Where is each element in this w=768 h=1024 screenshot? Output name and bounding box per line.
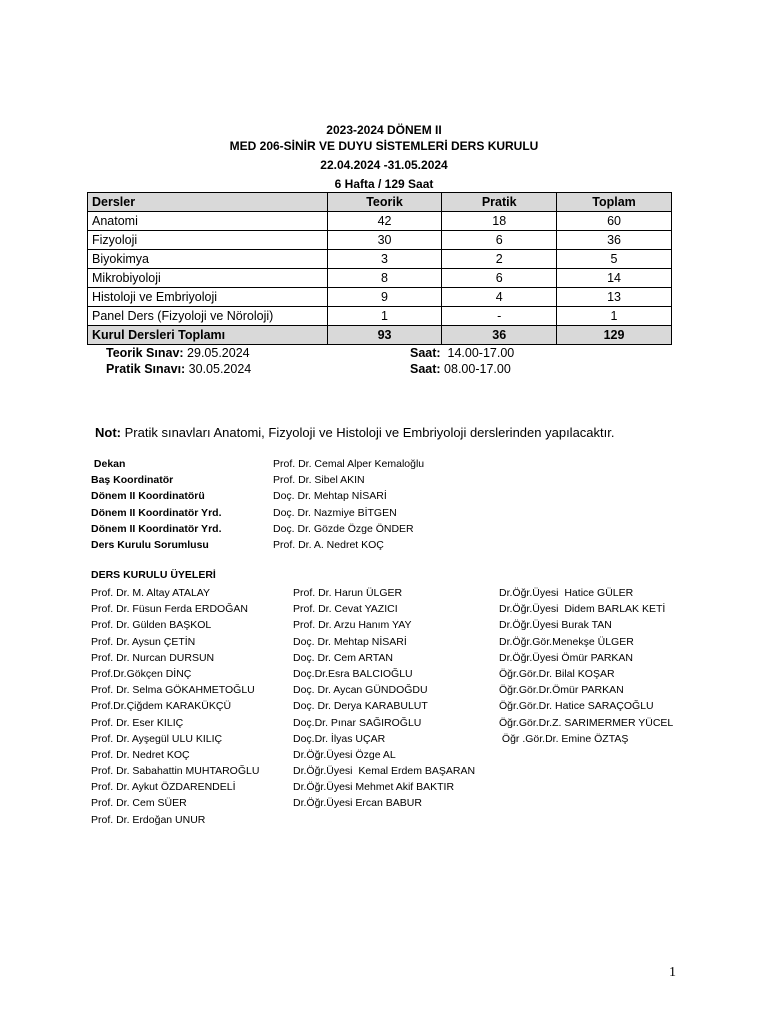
member-name: Prof. Dr. Erdoğan UNUR xyxy=(91,813,206,826)
member-name: Prof. Dr. Eser KILIÇ xyxy=(91,716,184,729)
table-header-row xyxy=(88,193,672,212)
members-column-1 xyxy=(91,585,259,828)
members-column-3 xyxy=(499,585,673,747)
course-name: Biyokimya xyxy=(88,250,328,269)
member-name: Doç. Dr. Cem ARTAN xyxy=(293,651,393,664)
members-title: DERS KURULU ÜYELERİ xyxy=(91,569,216,581)
column-header: Toplam xyxy=(557,193,672,212)
member-name: Öğr .Gör.Dr. Emine ÖZTAŞ xyxy=(499,732,629,745)
table-row xyxy=(88,269,672,288)
administration-list xyxy=(91,456,491,553)
admin-row xyxy=(91,521,491,537)
practical-hours: 4 xyxy=(442,288,557,307)
course-name: Mikrobiyoloji xyxy=(88,269,328,288)
grand-total-hours: 129 xyxy=(557,326,672,345)
theory-hours: 9 xyxy=(327,288,442,307)
admin-name: Doç. Dr. Gözde Özge ÖNDER xyxy=(273,522,414,535)
admin-row xyxy=(91,537,491,553)
admin-row xyxy=(91,472,491,488)
practical-exam-time xyxy=(410,361,511,377)
member-name: Dr.Öğr.Üyesi Burak TAN xyxy=(499,619,612,632)
member-name: Prof. Dr. Nedret KOÇ xyxy=(91,748,190,761)
theory-hours: 42 xyxy=(327,212,442,231)
column-header: Dersler xyxy=(88,193,328,212)
member-name: Prof. Dr. Selma GÖKAHMETOĞLU xyxy=(91,684,255,697)
admin-role: Baş Koordinatör xyxy=(91,474,174,487)
theory-exam-date xyxy=(106,345,250,361)
total-label: Kurul Dersleri Toplamı xyxy=(88,326,328,345)
admin-role: Dekan xyxy=(91,458,126,470)
member-name: Prof. Dr. Nurcan DURSUN xyxy=(91,651,215,664)
total-hours: 36 xyxy=(557,231,672,250)
member-name: Prof.Dr.Gökçen DİNÇ xyxy=(91,667,192,680)
note-text: Pratik sınavları Anatomi, Fizyoloji ve Histoloji ve Embriyoloji derslerinden yapılacaktır. xyxy=(121,425,615,440)
member-name: Prof. Dr. Arzu Hanım YAY xyxy=(293,619,412,632)
admin-name: Prof. Dr. Cemal Alper Kemaloğlu xyxy=(273,458,425,470)
members-column-2 xyxy=(293,585,475,812)
member-name: Dr.Öğr.Üyesi Hatice GÜLER xyxy=(499,587,634,599)
table-row xyxy=(88,288,672,307)
member-name: Prof. Dr. Cevat YAZICI xyxy=(293,603,398,616)
practical-exam-date-value: 30.05.2024 xyxy=(185,362,252,376)
member-name: Dr.Öğr.Gör.Menekşe ÜLGER xyxy=(499,635,634,648)
practical-hours: 6 xyxy=(442,269,557,288)
member-name: Dr.Öğr.Üyesi Didem BARLAK KETİ xyxy=(499,603,666,616)
table-row xyxy=(88,250,672,269)
total-hours: 14 xyxy=(557,269,672,288)
member-name: Dr.Öğr.Üyesi Ercan BABUR xyxy=(293,797,422,810)
member-name: Prof. Dr. Füsun Ferda ERDOĞAN xyxy=(91,603,248,616)
admin-name: Prof. Dr. A. Nedret KOÇ xyxy=(273,538,384,551)
theory-hours: 1 xyxy=(327,307,442,326)
member-name: Doç.Dr.Esra BALCIOĞLU xyxy=(293,667,413,680)
theory-hours: 3 xyxy=(327,250,442,269)
total-theory-hours: 93 xyxy=(327,326,442,345)
theory-hours: 8 xyxy=(327,269,442,288)
member-name: Doç.Dr. Pınar SAĞIROĞLU xyxy=(293,716,422,729)
course-hours-table xyxy=(87,192,672,345)
practical-time-label: Saat: xyxy=(410,362,441,376)
column-header: Teorik xyxy=(327,193,442,212)
admin-name: Doç. Dr. Mehtap NİSARİ xyxy=(273,490,387,503)
theory-time-value: 14.00-17.00 xyxy=(440,346,515,360)
admin-row xyxy=(91,456,491,472)
member-name: Prof. Dr. Aykut ÖZDARENDELİ xyxy=(91,781,236,794)
theory-exam-label: Teorik Sınav: xyxy=(106,346,184,360)
admin-role: Ders Kurulu Sorumlusu xyxy=(91,538,209,551)
admin-row xyxy=(91,488,491,504)
member-name: Doç. Dr. Aycan GÜNDOĞDU xyxy=(293,684,428,697)
header-date-range: 22.04.2024 -31.05.2024 xyxy=(320,158,448,172)
total-practical-hours: 36 xyxy=(442,326,557,345)
member-name: Dr.Öğr.Üyesi Ömür PARKAN xyxy=(499,651,633,664)
practical-exam-date xyxy=(106,361,251,377)
practical-hours: - xyxy=(442,307,557,326)
header-course-title: MED 206-SİNİR VE DUYU SİSTEMLERİ DERS KURULU xyxy=(229,139,539,153)
admin-name: Doç. Dr. Nazmiye BİTGEN xyxy=(273,506,397,519)
member-name: Prof. Dr. Gülden BAŞKOL xyxy=(91,619,212,632)
header-duration: 6 Hafta / 129 Saat xyxy=(334,177,434,191)
member-name: Doç. Dr. Mehtap NİSARİ xyxy=(293,635,407,648)
member-name: Prof. Dr. Harun ÜLGER xyxy=(293,587,403,599)
table-row xyxy=(88,231,672,250)
page-number: 1 xyxy=(669,965,676,980)
table-row xyxy=(88,307,672,326)
total-hours: 13 xyxy=(557,288,672,307)
theory-exam-time xyxy=(410,345,514,361)
total-hours: 1 xyxy=(557,307,672,326)
member-name: Öğr.Gör.Dr. Hatice SARAÇOĞLU xyxy=(499,700,654,713)
member-name: Dr.Öğr.Üyesi Özge AL xyxy=(293,748,396,761)
total-hours: 5 xyxy=(557,250,672,269)
member-name: Dr.Öğr.Üyesi Kemal Erdem BAŞARAN xyxy=(293,765,476,778)
practical-hours: 18 xyxy=(442,212,557,231)
table-row xyxy=(88,212,672,231)
practical-time-value: 08.00-17.00 xyxy=(440,362,511,376)
course-name: Anatomi xyxy=(88,212,328,231)
admin-role: Dönem II Koordinatörü xyxy=(91,490,205,503)
course-name: Panel Ders (Fizyoloji ve Nöroloji) xyxy=(88,307,328,326)
course-name: Fizyoloji xyxy=(88,231,328,250)
member-name: Prof.Dr.Çiğdem KARAKÜKÇÜ xyxy=(91,700,232,713)
admin-name: Prof. Dr. Sibel AKIN xyxy=(273,474,365,487)
member-name: Doç.Dr. İlyas UÇAR xyxy=(293,732,386,745)
member-name: Prof. Dr. Cem SÜER xyxy=(91,797,187,810)
member-name: Prof. Dr. Aysun ÇETİN xyxy=(91,635,196,648)
theory-exam-date-value: 29.05.2024 xyxy=(183,346,250,360)
member-name: Prof. Dr. M. Altay ATALAY xyxy=(91,587,211,599)
member-name: Dr.Öğr.Üyesi Mehmet Akif BAKTIR xyxy=(293,781,455,794)
practical-hours: 6 xyxy=(442,231,557,250)
exam-note xyxy=(95,425,614,440)
theory-time-label: Saat: xyxy=(410,346,441,360)
course-name: Histoloji ve Embriyoloji xyxy=(88,288,328,307)
admin-row xyxy=(91,505,491,521)
member-name: Prof. Dr. Sabahattin MUHTAROĞLU xyxy=(91,765,260,778)
column-header: Pratik xyxy=(442,193,557,212)
member-name: Öğr.Gör.Dr.Ömür PARKAN xyxy=(499,684,624,697)
total-hours: 60 xyxy=(557,212,672,231)
theory-hours: 30 xyxy=(327,231,442,250)
member-name: Prof. Dr. Ayşegül ULU KILIÇ xyxy=(91,732,223,745)
admin-role: Dönem II Koordinatör Yrd. xyxy=(91,522,222,535)
admin-role: Dönem II Koordinatör Yrd. xyxy=(91,506,222,519)
practical-hours: 2 xyxy=(442,250,557,269)
member-name: Öğr.Gör.Dr. Bilal KOŞAR xyxy=(499,667,615,680)
note-label: Not: xyxy=(95,425,121,440)
header-year: 2023-2024 DÖNEM II xyxy=(326,123,442,137)
table-total-row xyxy=(88,326,672,345)
member-name: Doç. Dr. Derya KARABULUT xyxy=(293,700,428,713)
practical-exam-label: Pratik Sınavı: xyxy=(106,362,186,376)
member-name: Öğr.Gör.Dr.Z. SARIMERMER YÜCEL xyxy=(499,716,674,729)
